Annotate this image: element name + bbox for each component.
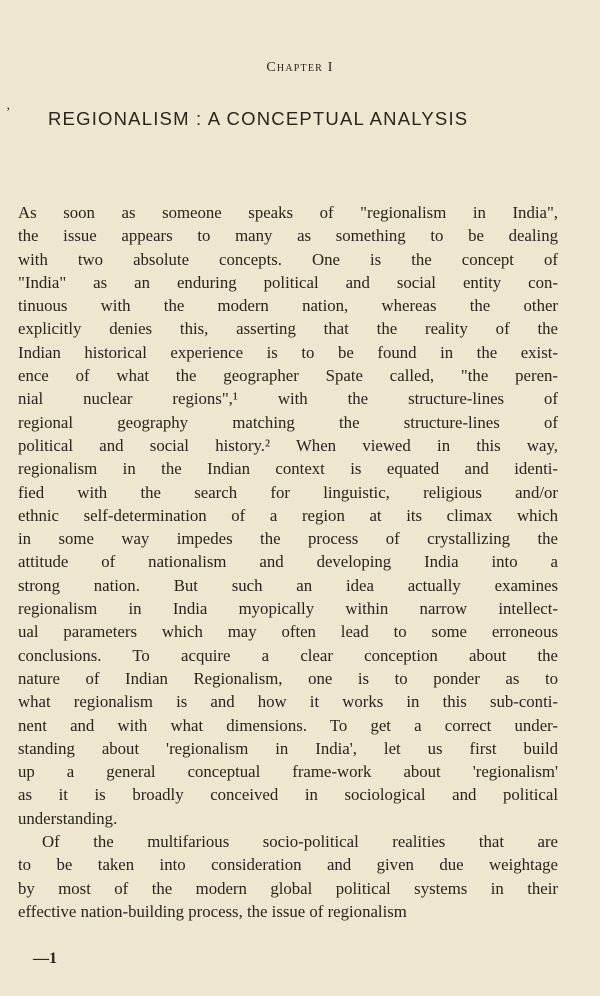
text-line: what regionalism is and how it works in this sub-conti- xyxy=(18,692,558,712)
text-line: nial nuclear regions",¹ with the structure-lines of xyxy=(18,389,558,409)
text-line: effective nation-building process, the issue of regionalism xyxy=(18,901,407,921)
paragraph xyxy=(18,201,558,830)
text-line: up a general conceptual frame-work about 'regionalism' xyxy=(18,762,558,782)
text-line: nature of Indian Regionalism, one is to ponder as to xyxy=(18,668,558,688)
text-line: as it is broadly conceived in sociological and political xyxy=(18,785,558,805)
text-line: Indian historical experience is to be found in the exist- xyxy=(18,342,558,362)
text-line: to be taken into consideration and given due weightage xyxy=(18,855,558,875)
chapter-label: Chapter I xyxy=(266,60,334,75)
text-line: As soon as someone speaks of "regionalism in India", xyxy=(18,203,558,222)
text-line: by most of the modern global political systems in their xyxy=(18,878,558,898)
text-line: tinuous with the modern nation, whereas the other xyxy=(18,296,558,316)
text-line: the issue appears to many as something to be dealing xyxy=(18,226,558,246)
text-line: attitude of nationalism and developing India into a xyxy=(18,552,558,572)
text-line: political and social history.² When viewed in this way, xyxy=(18,435,558,455)
body-text xyxy=(18,201,558,923)
text-line: "India" as an enduring political and social entity con- xyxy=(18,272,558,292)
page-number: —1 xyxy=(33,950,57,967)
text-line: regionalism in India myopically within narrow intellect- xyxy=(18,599,558,619)
text-line: ence of what the geographer Spate called, "the peren- xyxy=(18,366,558,386)
text-line: with two absolute concepts. One is the concept of xyxy=(18,249,558,269)
text-line: regionalism in the Indian context is equated and identi- xyxy=(18,459,558,479)
text-line: nent and with what dimensions. To get a correct under- xyxy=(18,715,558,735)
text-line: ual parameters which may often lead to some erroneous xyxy=(18,622,558,642)
text-line: explicitly denies this, asserting that the reality of the xyxy=(18,319,558,339)
margin-mark: ’ xyxy=(6,104,11,119)
text-line: standing about 'regionalism in India', let us first build xyxy=(18,738,558,758)
text-line: strong nation. But such an idea actually examines xyxy=(18,575,558,595)
text-line: fied with the search for linguistic, religious and/or xyxy=(18,482,558,502)
text-line: regional geography matching the structure-lines of xyxy=(18,412,558,432)
chapter-title: REGIONALISM : A CONCEPTUAL ANALYSIS xyxy=(48,108,469,129)
text-line: Of the multifarious socio-political realities that are xyxy=(42,832,558,852)
text-line: understanding. xyxy=(18,808,118,828)
paragraph xyxy=(18,830,558,923)
text-line: in some way impedes the process of crystallizing the xyxy=(18,529,558,549)
text-line: conclusions. To acquire a clear conception about the xyxy=(18,645,558,665)
text-line: ethnic self-determination of a region at its climax which xyxy=(18,505,558,525)
